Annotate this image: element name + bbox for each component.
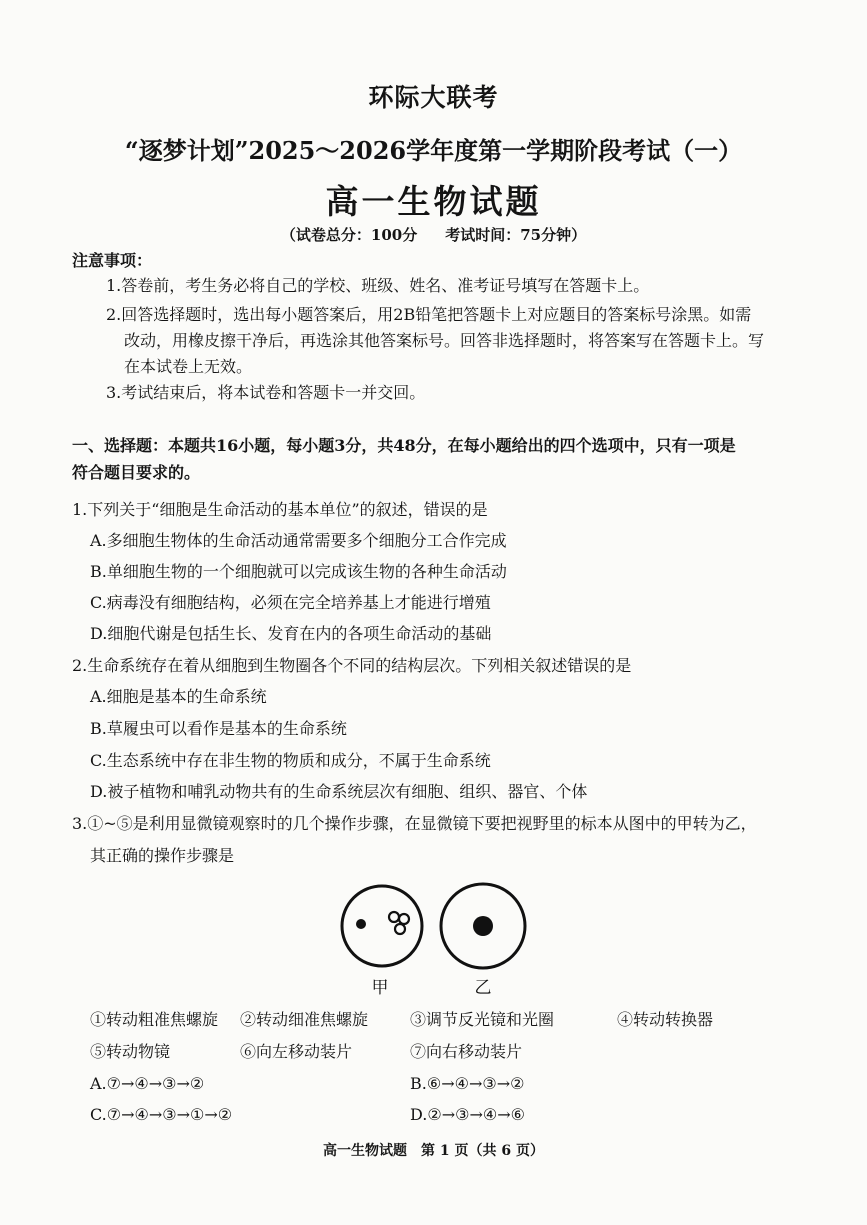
question-option: B.⑥→④→③→② <box>410 1074 525 1093</box>
notice-line: 改动，用橡皮擦干净后，再选涂其他答案标号。回答非选择题时，将答案写在答题卡上。写 <box>124 331 765 350</box>
question-option: C.病毒没有细胞结构，必须在完全培养基上才能进行增殖 <box>90 593 491 612</box>
operation-step: ⑦向右移动装片 <box>410 1042 523 1061</box>
score-info: （试卷总分：100分 <box>280 226 418 244</box>
page-footer: 高一生物试题 第 1 页（共 6 页） <box>323 1143 544 1159</box>
notice-line: 3.考试结束后，将本试卷和答题卡一并交回。 <box>106 383 426 402</box>
notice-line: 2.回答选择题时，选出每小题答案后，用2B铅笔把答题卡上对应题目的答案标号涂黑。如需 <box>106 305 752 324</box>
question-option: B.草履虫可以看作是基本的生命系统 <box>90 719 347 738</box>
org-title: 环际大联考 <box>368 83 499 112</box>
operation-step: ④转动转换器 <box>617 1010 714 1029</box>
question-stem: 其正确的操作步骤是 <box>90 846 235 865</box>
operation-step: ①转动粗准焦螺旋 <box>90 1010 219 1029</box>
exam-info <box>0 224 867 245</box>
time-info: 考试时间：75分钟） <box>445 226 587 244</box>
question-stem: 3.①~⑤是利用显微镜观察时的几个操作步骤，在显微镜下要把视野里的标本从图中的甲转为乙， <box>72 814 757 833</box>
question-option: A.细胞是基本的生命系统 <box>90 687 267 706</box>
question-option: D.②→③→④→⑥ <box>410 1105 525 1124</box>
field-circle-jia <box>342 886 422 966</box>
notice-title: 注意事项： <box>72 251 153 270</box>
cell-ring <box>389 912 399 922</box>
exam-name: “逐梦计划”2025～2026学年度第一学期阶段考试（一） <box>124 136 743 165</box>
operation-step: ⑥向左移动装片 <box>240 1042 353 1061</box>
question-option: D.被子植物和哺乳动物共有的生命系统层次有细胞、组织、器官、个体 <box>90 782 588 801</box>
specimen-dot-small <box>356 919 366 929</box>
subject-title: 高一生物试题 <box>325 182 542 221</box>
question-option: A.多细胞生物体的生命活动通常需要多个细胞分工合作完成 <box>90 531 507 550</box>
question-option: B.单细胞生物的一个细胞就可以完成该生物的各种生命活动 <box>90 562 507 581</box>
question-option: C.生态系统中存在非生物的物质和成分，不属于生命系统 <box>90 751 491 770</box>
field-yi <box>441 884 525 968</box>
question-option: D.细胞代谢是包括生长、发育在内的各项生命活动的基础 <box>90 624 492 643</box>
cell-ring <box>395 924 405 934</box>
operation-step: ③调节反光镜和光圈 <box>410 1010 555 1029</box>
notice-line: 在本试卷上无效。 <box>124 357 253 376</box>
operation-step: ②转动细准焦螺旋 <box>240 1010 369 1029</box>
question-option: C.⑦→④→③→①→② <box>90 1105 233 1124</box>
label-yi: 乙 <box>474 978 492 996</box>
notice-line: 1.答卷前，考生务必将自己的学校、班级、姓名、准考证号填写在答题卡上。 <box>106 276 650 295</box>
question-option: A.⑦→④→③→② <box>90 1074 205 1093</box>
field-jia <box>342 886 422 966</box>
question-stem: 2.生命系统存在着从细胞到生物圈各个不同的结构层次。下列相关叙述错误的是 <box>72 656 632 675</box>
microscope-field-figure <box>330 876 530 996</box>
label-jia: 甲 <box>371 978 389 996</box>
section-intro: 符合题目要求的。 <box>72 463 201 482</box>
question-stem: 1.下列关于“细胞是生命活动的基本单位”的叙述，错误的是 <box>72 500 488 519</box>
cell-ring <box>399 914 409 924</box>
operation-step: ⑤转动物镜 <box>90 1042 171 1061</box>
specimen-dot-large <box>473 916 493 936</box>
section-intro: 一、选择题：本题共16小题，每小题3分，共48分，在每小题给出的四个选项中，只有一项是 <box>72 436 736 455</box>
